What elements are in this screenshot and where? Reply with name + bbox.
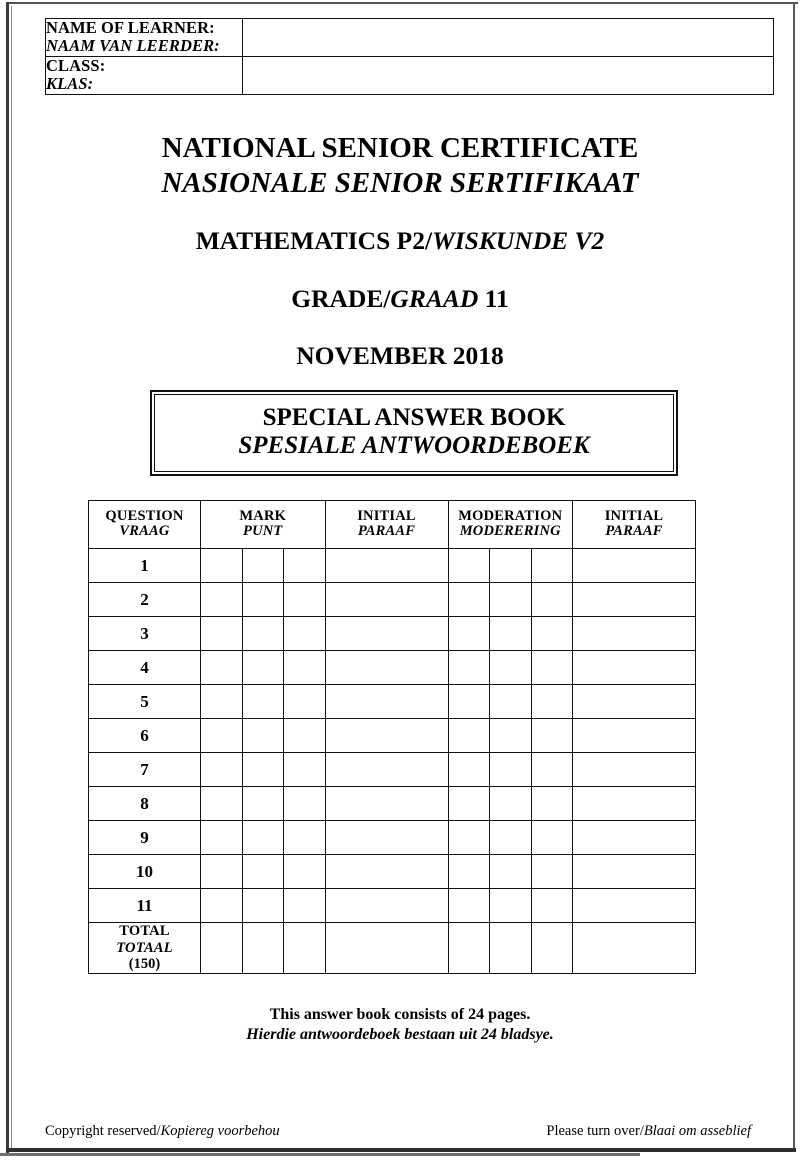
mark-entry-cell[interactable]: [201, 889, 243, 923]
question-number-cell: 11: [89, 889, 201, 923]
question-number-cell: 1: [89, 549, 201, 583]
special-answer-book-title-en: SPECIAL ANSWER BOOK: [262, 404, 566, 431]
header-mark-af: PUNT: [243, 523, 283, 539]
total-mark-cell[interactable]: [201, 923, 243, 974]
subject-title: [0, 228, 800, 254]
learner-name-label-cell: [46, 19, 243, 57]
grade-label-en: GRADE/: [291, 283, 391, 313]
learner-class-label-cell: [46, 56, 243, 94]
moderation-entry-cell[interactable]: [531, 787, 573, 821]
mark-entry-cell[interactable]: [284, 821, 326, 855]
initial-mark-cell[interactable]: [325, 583, 448, 617]
moderation-entry-cell[interactable]: [531, 685, 573, 719]
header-initial-moderation: [573, 501, 696, 549]
initial-mark-cell[interactable]: [325, 821, 448, 855]
table-row: [89, 821, 696, 855]
table-row: [89, 855, 696, 889]
total-label-en: TOTAL: [119, 923, 170, 939]
table-row: [89, 651, 696, 685]
moderation-entry-cell[interactable]: [531, 889, 573, 923]
initial-mark-cell[interactable]: [325, 889, 448, 923]
initial-moderation-cell[interactable]: [573, 549, 696, 583]
moderation-entry-cell[interactable]: [448, 583, 490, 617]
learner-class-row: [46, 56, 774, 94]
mark-entry-cell[interactable]: [284, 583, 326, 617]
moderation-entry-cell[interactable]: [448, 651, 490, 685]
initial-mark-cell[interactable]: [325, 855, 448, 889]
moderation-entry-cell[interactable]: [531, 855, 573, 889]
header-moderation: [448, 501, 573, 549]
moderation-entry-cell[interactable]: [448, 719, 490, 753]
question-number-cell: 2: [89, 583, 201, 617]
moderation-entry-cell[interactable]: [490, 583, 532, 617]
moderation-entry-cell[interactable]: [448, 821, 490, 855]
mark-entry-cell[interactable]: [242, 753, 284, 787]
initial-moderation-cell[interactable]: [573, 685, 696, 719]
exam-date: NOVEMBER 2018: [296, 341, 504, 370]
page-footer: [45, 1123, 751, 1140]
moderation-entry-cell[interactable]: [490, 753, 532, 787]
question-number-cell: 7: [89, 753, 201, 787]
initial-mark-cell[interactable]: [325, 651, 448, 685]
initial-moderation-cell[interactable]: [573, 753, 696, 787]
initial-moderation-cell[interactable]: [573, 583, 696, 617]
certificate-title-en: NATIONAL SENIOR CERTIFICATE: [161, 132, 639, 164]
name-of-learner-label-en: NAME OF LEARNER:: [46, 18, 215, 37]
learner-details-table: [45, 18, 774, 95]
moderation-entry-cell[interactable]: [531, 583, 573, 617]
copyright-notice: [45, 1123, 280, 1140]
table-row: [89, 617, 696, 651]
header-question: [89, 501, 201, 549]
moderation-entry-cell[interactable]: [531, 549, 573, 583]
mark-entry-cell[interactable]: [242, 821, 284, 855]
grade-title: [0, 283, 800, 313]
mark-entry-cell[interactable]: [284, 549, 326, 583]
class-label-af: KLAS:: [46, 74, 94, 94]
question-number-cell: 8: [89, 787, 201, 821]
moderation-entry-cell[interactable]: [490, 889, 532, 923]
mark-entry-cell[interactable]: [201, 821, 243, 855]
question-number-cell: 3: [89, 617, 201, 651]
header-mark: [201, 501, 326, 549]
mark-entry-cell[interactable]: [242, 617, 284, 651]
mark-entry-cell[interactable]: [284, 651, 326, 685]
subject-title-af: WISKUNDE V2: [432, 226, 605, 255]
initial-mark-cell[interactable]: [325, 787, 448, 821]
moderation-entry-cell[interactable]: [490, 821, 532, 855]
moderation-entry-cell[interactable]: [531, 719, 573, 753]
moderation-entry-cell[interactable]: [448, 549, 490, 583]
grade-number-value: 11: [484, 283, 509, 313]
question-number-cell: 6: [89, 719, 201, 753]
header-initial-mark-en: INITIAL: [357, 507, 416, 524]
moderation-entry-cell[interactable]: [490, 549, 532, 583]
total-moderation-cell[interactable]: [448, 923, 490, 974]
initial-moderation-cell[interactable]: [573, 889, 696, 923]
initial-mark-cell[interactable]: [325, 549, 448, 583]
table-row: [89, 787, 696, 821]
moderation-entry-cell[interactable]: [490, 617, 532, 651]
moderation-entry-cell[interactable]: [490, 651, 532, 685]
certificate-title-af: NASIONALE SENIOR SERTIFIKAAT: [161, 167, 639, 199]
mark-entry-cell[interactable]: [284, 855, 326, 889]
moderation-entry-cell[interactable]: [448, 685, 490, 719]
mark-entry-cell[interactable]: [201, 685, 243, 719]
moderation-entry-cell[interactable]: [531, 617, 573, 651]
question-number-cell: 4: [89, 651, 201, 685]
header-initial-moderation-en: INITIAL: [604, 507, 664, 524]
header-question-af: VRAAG: [119, 523, 170, 539]
mark-entry-cell[interactable]: [201, 855, 243, 889]
total-row: [89, 923, 696, 974]
moderation-entry-cell[interactable]: [531, 821, 573, 855]
marks-table-header-row: [89, 501, 696, 549]
mark-entry-cell[interactable]: [284, 617, 326, 651]
title-block: [0, 134, 800, 369]
moderation-entry-cell[interactable]: [448, 787, 490, 821]
mark-entry-cell[interactable]: [201, 719, 243, 753]
initial-mark-cell[interactable]: [325, 753, 448, 787]
total-mark-cell[interactable]: [242, 923, 284, 974]
total-moderation-cell[interactable]: [531, 923, 573, 974]
initial-moderation-cell[interactable]: [573, 821, 696, 855]
moderation-entry-cell[interactable]: [531, 753, 573, 787]
marks-table-body: [89, 549, 696, 974]
moderation-entry-cell[interactable]: [531, 651, 573, 685]
mark-entry-cell[interactable]: [284, 753, 326, 787]
question-number-cell: 5: [89, 685, 201, 719]
total-label-cell: [89, 923, 201, 974]
moderation-entry-cell[interactable]: [490, 685, 532, 719]
question-number-cell: 9: [89, 821, 201, 855]
initial-mark-cell[interactable]: [325, 719, 448, 753]
total-initial-moderation-cell[interactable]: [573, 923, 696, 974]
table-row: [89, 753, 696, 787]
mark-entry-cell[interactable]: [242, 787, 284, 821]
mark-entry-cell[interactable]: [284, 719, 326, 753]
initial-moderation-cell[interactable]: [573, 787, 696, 821]
turn-over-notice-af: Blaai om asseblief: [643, 1123, 751, 1139]
moderation-entry-cell[interactable]: [448, 617, 490, 651]
mark-entry-cell[interactable]: [201, 753, 243, 787]
learner-name-row: [46, 19, 774, 57]
copyright-notice-en: Copyright reserved/: [45, 1123, 161, 1139]
class-label-en: CLASS:: [46, 55, 106, 75]
header-initial-mark-af: PARAAF: [357, 523, 416, 539]
table-row: [89, 719, 696, 753]
moderation-entry-cell[interactable]: [448, 855, 490, 889]
mark-entry-cell[interactable]: [242, 685, 284, 719]
learner-name-input-field[interactable]: [243, 19, 774, 57]
mark-entry-cell[interactable]: [284, 889, 326, 923]
mark-entry-cell[interactable]: [242, 583, 284, 617]
table-row: [89, 549, 696, 583]
moderation-entry-cell[interactable]: [448, 889, 490, 923]
subject-title-en: MATHEMATICS P2/: [195, 226, 433, 255]
table-row: [89, 583, 696, 617]
mark-entry-cell[interactable]: [201, 549, 243, 583]
header-initial-moderation-af: PARAAF: [605, 523, 663, 539]
mark-entry-cell[interactable]: [201, 787, 243, 821]
total-label-af: TOTAAL: [116, 939, 173, 956]
moderation-entry-cell[interactable]: [490, 855, 532, 889]
page-count-note-en: This answer book consists of 24 pages.: [269, 1006, 531, 1023]
mark-entry-cell[interactable]: [201, 617, 243, 651]
learner-class-input-field[interactable]: [243, 56, 774, 94]
name-of-learner-label-af: NAAM VAN LEERDER:: [46, 36, 220, 56]
initial-mark-cell[interactable]: [325, 685, 448, 719]
mark-entry-cell[interactable]: [284, 787, 326, 821]
total-moderation-cell[interactable]: [490, 923, 532, 974]
header-initial-mark: [325, 501, 448, 549]
mark-entry-cell[interactable]: [284, 685, 326, 719]
table-row: [89, 685, 696, 719]
special-answer-book-box-inner: [154, 394, 674, 472]
copyright-notice-af: Kopiereg voorbehou: [160, 1123, 280, 1139]
page-count-note: [0, 1005, 800, 1046]
initial-moderation-cell[interactable]: [573, 855, 696, 889]
turn-over-notice-en: Please turn over/: [546, 1123, 644, 1139]
mark-entry-cell[interactable]: [201, 583, 243, 617]
moderation-entry-cell[interactable]: [490, 787, 532, 821]
special-answer-book-title-af: SPESIALE ANTWOORDEBOEK: [238, 432, 590, 459]
page-count-note-af: Hierdie antwoordeboek bestaan uit 24 bladsye.: [246, 1026, 554, 1044]
initial-moderation-cell[interactable]: [573, 617, 696, 651]
mark-entry-cell[interactable]: [242, 719, 284, 753]
initial-mark-cell[interactable]: [325, 617, 448, 651]
mark-entry-cell[interactable]: [242, 889, 284, 923]
mark-entry-cell[interactable]: [242, 855, 284, 889]
header-question-en: QUESTION: [105, 507, 184, 524]
moderation-entry-cell[interactable]: [490, 719, 532, 753]
header-moderation-af: MODERERING: [459, 523, 561, 539]
initial-moderation-cell[interactable]: [573, 651, 696, 685]
question-number-cell: 10: [89, 855, 201, 889]
header-moderation-en: MODERATION: [458, 507, 563, 524]
mark-entry-cell[interactable]: [242, 549, 284, 583]
mark-entry-cell[interactable]: [201, 651, 243, 685]
total-max-marks: (150): [128, 956, 161, 973]
turn-over-notice: [546, 1123, 751, 1140]
total-initial-mark-cell[interactable]: [325, 923, 448, 974]
header-mark-en: MARK: [239, 507, 287, 524]
total-mark-cell[interactable]: [284, 923, 326, 974]
special-answer-book-box: [150, 390, 678, 476]
initial-moderation-cell[interactable]: [573, 719, 696, 753]
marks-summary-table: [88, 500, 696, 974]
mark-entry-cell[interactable]: [242, 651, 284, 685]
moderation-entry-cell[interactable]: [448, 753, 490, 787]
table-row: [89, 889, 696, 923]
grade-label-af: GRAAD: [390, 283, 479, 313]
